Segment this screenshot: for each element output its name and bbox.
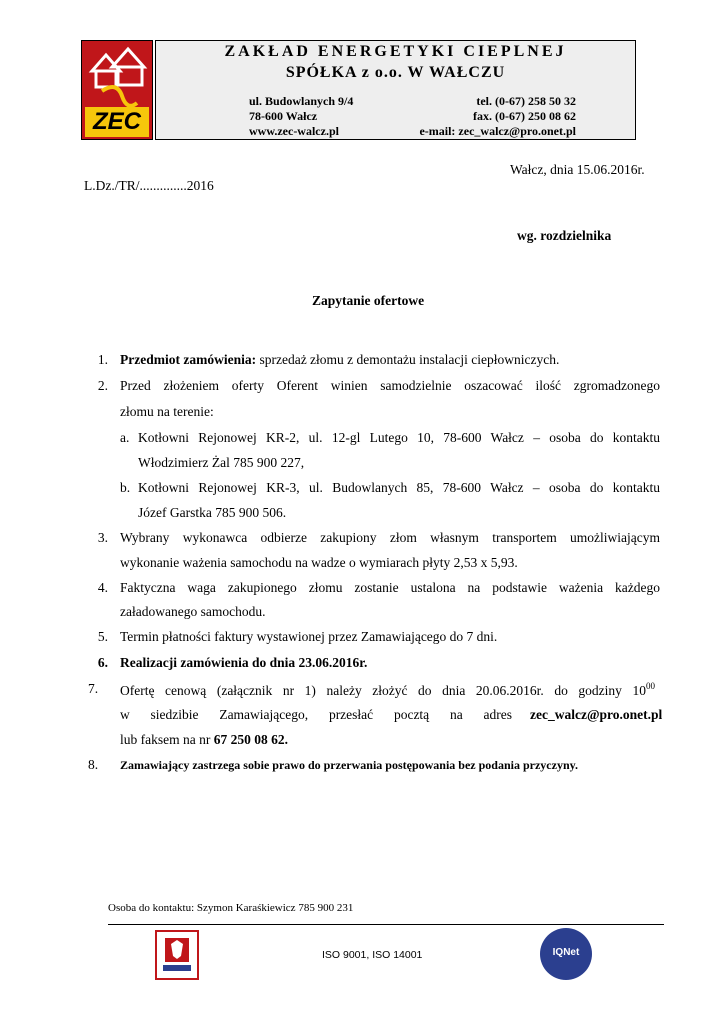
item-number: 7.: [88, 681, 99, 696]
list-item: Faktyczna waga zakupionego złomu zostanie ustalona na podstawie ważenia każdego: [120, 580, 660, 595]
list-item-continuation: [120, 732, 288, 748]
letter-reference: L.Dz./TR/..............2016: [84, 178, 214, 193]
list-item: [120, 352, 559, 368]
letter-title: Zapytanie ofertowe: [312, 293, 425, 308]
eagle-emblem-icon: [157, 932, 197, 978]
address-city: 78-600 Wałcz: [249, 109, 318, 123]
list-item-continuation: wykonanie ważenia samochodu na wadze o wymiarach płyty 2,53 x 5,93.: [120, 555, 518, 570]
certification-logo-left: [155, 930, 199, 980]
item-text: lub faksem na nr: [120, 732, 214, 747]
letter-date: Wałcz, dnia 15.06.2016r.: [510, 162, 645, 177]
item-number: 4.: [97, 580, 108, 595]
list-item: Realizacji zamówienia do dnia 23.06.2016r.: [120, 655, 368, 670]
sub-item-label: b.: [120, 480, 131, 495]
list-item: Zamawiający zastrzega sobie prawo do przerwania postępowania bez podania przyczyny.: [120, 758, 578, 772]
list-item: [120, 681, 660, 699]
footer-divider: [108, 924, 664, 925]
contact-person: Osoba do kontaktu: Szymon Karaśkiewicz 785 900 231: [108, 902, 354, 914]
sub-item: Kotłowni Rejonowej KR-2, ul. 12-gl Lutego 10, 78-600 Wałcz – osoba do kontaktu: [138, 430, 660, 445]
sub-item: Kotłowni Rejonowej KR-3, ul. Budowlanych 85, 78-600 Wałcz – osoba do kontaktu: [138, 480, 660, 495]
company-legal-form: SPÓŁKA z o.o. W WAŁCZU: [285, 64, 506, 81]
sub-item-continuation: Włodzimierz Żal 785 900 227,: [138, 455, 305, 470]
fax-number: fax. (0-67) 250 08 62: [473, 109, 576, 123]
iqnet-certified-badge: [540, 928, 592, 980]
item-number: 2.: [97, 378, 108, 393]
address-street: ul. Budowlanych 9/4: [249, 94, 354, 108]
list-item-continuation: w siedzibie Zamawiającego, przesłać pocztą na adres: [120, 707, 512, 722]
logo-text: ZEC: [85, 107, 149, 137]
email-address[interactable]: e-mail: zec_walcz@pro.onet.pl: [419, 124, 576, 138]
item-number: 5.: [97, 629, 108, 644]
item-number: 6.: [97, 655, 108, 670]
phone-number: tel. (0-67) 258 50 32: [476, 94, 576, 108]
website-link[interactable]: www.zec-walcz.pl: [249, 124, 339, 138]
list-item: Wybrany wykonawca odbierze zakupiony złom własnym transportem umożliwiającym: [120, 530, 660, 545]
list-item: Przed złożeniem oferty Oferent winien samodzielnie oszacować ilość zgromadzonego: [120, 378, 660, 393]
company-name: ZAKŁAD ENERGETYKI CIEPLNEJ: [224, 43, 567, 60]
item-number: 1.: [97, 352, 108, 367]
house-icon: [82, 41, 152, 107]
badge-text: IQNet: [552, 947, 580, 958]
item-number: 8.: [88, 757, 99, 772]
letter-addressee: wg. rozdzielnika: [517, 228, 612, 243]
iso-standards: ISO 9001, ISO 14001: [322, 949, 423, 961]
company-logo: [81, 40, 153, 140]
item-superscript: 00: [646, 681, 655, 691]
sub-item-label: a.: [120, 430, 130, 445]
list-item: Termin płatności faktury wystawionej przez Zamawiającego do 7 dni.: [120, 629, 498, 644]
list-item-continuation: załadowanego samochodu.: [120, 604, 266, 619]
item-number: 3.: [97, 530, 108, 545]
item-text: sprzedaż złomu z demontażu instalacji ciepłowniczych.: [256, 352, 560, 367]
item-label: Przedmiot zamówienia:: [120, 352, 257, 367]
item-text: Ofertę cenową (załącznik nr 1) należy złożyć do dnia 20.06.2016r. do godziny 10: [120, 682, 646, 698]
offer-email-address[interactable]: zec_walcz@pro.onet.pl: [530, 707, 663, 722]
list-item-continuation: złomu na terenie:: [120, 404, 214, 419]
sub-item-continuation: Józef Garstka 785 900 506.: [138, 505, 287, 520]
offer-fax-number: 67 250 08 62.: [213, 732, 288, 747]
